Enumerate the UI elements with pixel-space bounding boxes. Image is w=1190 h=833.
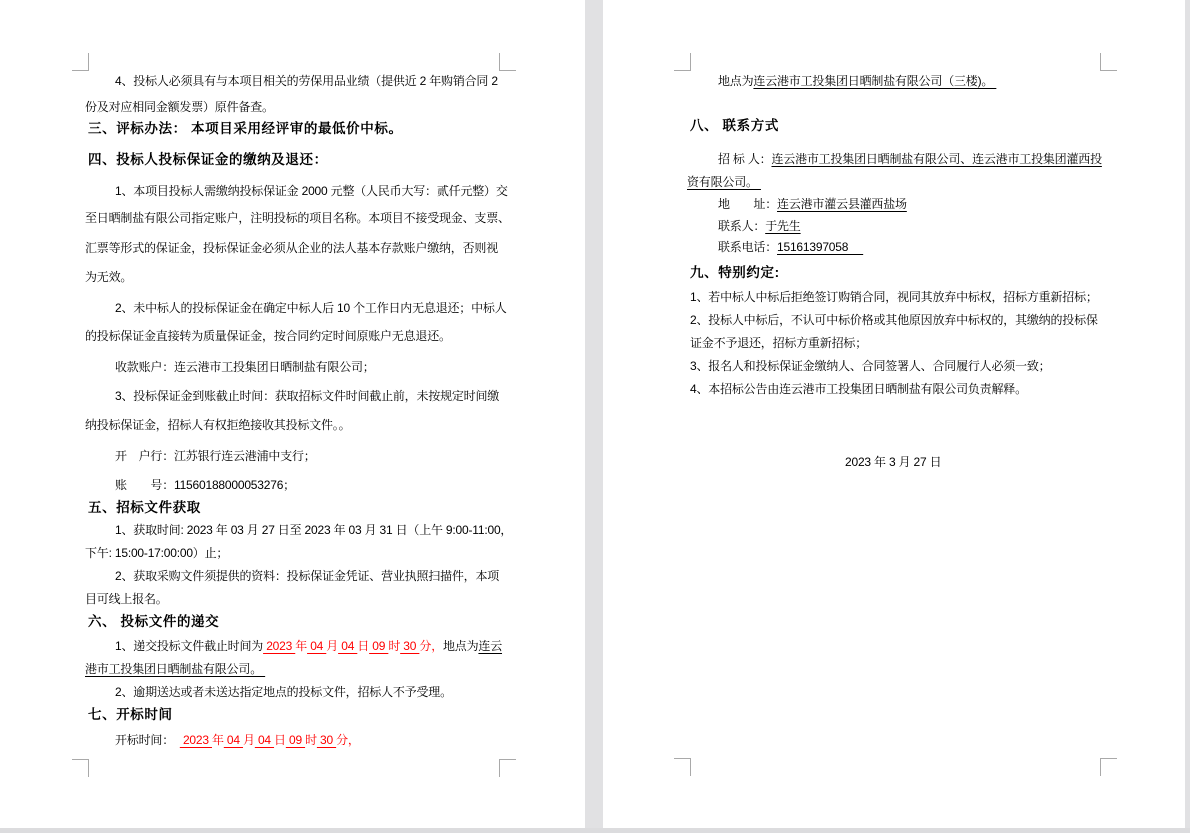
text-run: 4、本招标公告由连云港市工投集团日晒制盐有限公司负责解释。 — [690, 382, 1027, 396]
canvas-edge-bottom — [0, 828, 1190, 833]
text-run: 月 — [243, 733, 255, 747]
text-run: 至日晒制盐有限公司指定账户，注明投标的项目名称。本项目不接受现金、支票、 — [85, 211, 510, 225]
crop-mark-p2-bottom-left — [674, 758, 691, 776]
text-run: 年 — [211, 733, 224, 747]
text-run: 3、报名人和投标保证金缴纳人、合同签署人、合同履行人必须一致； — [690, 359, 1051, 373]
text-line[interactable] — [690, 265, 780, 280]
text-run: 2023 年 3 月 27 日 — [845, 455, 942, 469]
text-run: 30 — [400, 639, 420, 653]
text-line[interactable] — [85, 662, 265, 677]
text-line[interactable] — [85, 100, 274, 115]
text-run: 连云 — [478, 639, 503, 653]
text-run: 联系电话： — [718, 240, 778, 254]
text-run: 04 — [223, 733, 244, 747]
text-run: 04 — [307, 639, 327, 653]
text-run: 3、投标保证金到账截止时间：获取招标文件时间截止前，未按规定时间缴 — [115, 389, 500, 403]
text-line[interactable] — [88, 152, 328, 167]
crop-mark-p2-top-left — [674, 53, 691, 71]
text-run: 2、逾期送达或者未送达指定地点的投标文件，招标人不予受理。 — [115, 685, 452, 699]
text-line[interactable] — [85, 329, 451, 344]
text-line[interactable] — [85, 592, 168, 607]
text-line[interactable] — [690, 290, 1098, 305]
text-run: 港市工投集团日晒制盐有限公司。 — [85, 662, 266, 676]
text-line[interactable] — [115, 74, 498, 89]
text-run: 15161397058 — [777, 240, 864, 254]
text-run: 1、若中标人中标后拒绝签订购销合同，视同其放弃中标权，招标方重新招标； — [690, 290, 1098, 304]
text-run: 收款账户：连云港市工投集团日晒制盐有限公司； — [115, 360, 375, 374]
text-run: 04 — [338, 639, 358, 653]
text-line[interactable] — [88, 707, 173, 722]
text-line[interactable] — [115, 360, 375, 375]
text-run: 1、递交投标文件截止时间为 — [115, 639, 264, 653]
text-line[interactable] — [718, 74, 996, 89]
crop-mark-p2-top-right — [1100, 53, 1117, 71]
crop-mark-p1-top-right — [499, 53, 516, 71]
text-run: 日 — [357, 639, 370, 653]
text-run: 分 — [336, 733, 348, 747]
text-run: 下午: 15:00-17:00:00）止； — [85, 546, 229, 560]
text-run: 四、投标人投标保证金的缴纳及退还： — [88, 152, 328, 167]
text-run: 为无效。 — [85, 270, 133, 284]
text-run: 五、招标文件获取 — [88, 500, 201, 515]
text-run: 30 — [316, 733, 337, 747]
text-line[interactable] — [115, 569, 499, 584]
text-run: 份及对应相同金额发票）原件备查。 — [85, 100, 274, 114]
text-run: 纳投标保证金，招标人有权拒绝接收其投标文件。。 — [85, 418, 351, 432]
text-line[interactable] — [690, 118, 779, 133]
text-line[interactable] — [115, 184, 508, 199]
text-run: 三、评标办法： 本项目采用经评审的最低价中标。 — [88, 121, 403, 136]
text-run: 时 — [305, 733, 317, 747]
text-run: 地点为 — [443, 639, 479, 653]
text-run: 连云港市工投集团日晒制盐有限公司、连云港市工投集团灌西投 — [771, 152, 1102, 166]
text-run: 汇票等形式的保证金，投标保证金必须从企业的法人基本存款账户缴纳，否则视 — [85, 241, 499, 255]
page-gutter — [585, 0, 603, 828]
text-line[interactable] — [687, 175, 761, 190]
text-line[interactable] — [115, 685, 452, 700]
text-line[interactable] — [85, 211, 510, 226]
text-line[interactable] — [85, 241, 498, 256]
text-run: 连云港市工投集团日晒制盐有限公司（三楼)。 — [753, 74, 997, 88]
text-line[interactable] — [115, 639, 502, 654]
text-run: 六、 投标文件的递交 — [88, 614, 220, 629]
text-run: 开 户行：江苏银行连云港浦中支行； — [115, 449, 316, 463]
text-run: 八、 联系方式 — [690, 118, 779, 133]
text-run: ， — [431, 639, 443, 653]
text-run: 1、获取时间: 2023 年 03 月 27 日至 2023 年 03 月 31 日（上午 9:00-11:00， — [115, 523, 513, 537]
text-run: 于先生 — [765, 219, 801, 233]
text-line[interactable] — [718, 240, 863, 255]
text-line[interactable] — [718, 219, 801, 234]
text-line[interactable] — [85, 418, 350, 433]
text-run: 联系人： — [718, 219, 766, 233]
text-run: 九、特别约定: — [690, 265, 780, 280]
text-run: 2023 — [179, 733, 212, 747]
text-line[interactable] — [115, 389, 499, 404]
text-line[interactable] — [88, 500, 201, 515]
text-run: 04 — [254, 733, 275, 747]
crop-mark-p1-top-left — [72, 53, 89, 71]
text-run: 目可线上报名。 — [85, 592, 168, 606]
canvas-edge-right — [1185, 0, 1190, 833]
text-run: 09 — [285, 733, 306, 747]
text-run: 月 — [326, 639, 339, 653]
text-line[interactable] — [88, 614, 219, 629]
text-run: 1、本项目投标人需缴纳投标保证金 2000 元整（人民币大写：贰仟元整）交 — [115, 184, 508, 198]
text-line[interactable] — [115, 733, 360, 748]
text-run: 分 — [419, 639, 432, 653]
crop-mark-p2-bottom-right — [1100, 758, 1117, 776]
text-line[interactable] — [845, 455, 941, 470]
text-run: 09 — [369, 639, 389, 653]
text-line[interactable] — [718, 152, 1102, 167]
text-run: 连云港市灌云县灌西盐场 — [777, 197, 907, 211]
text-run: 2、未中标人的投标保证金在确定中标人后 10 个工作日内无息退还；中标人 — [115, 301, 507, 315]
text-run: 2、获取采购文件须提供的资料：投标保证金凭证、营业执照扫描件，本项 — [115, 569, 500, 583]
text-line[interactable] — [718, 197, 907, 212]
text-run: 时 — [388, 639, 401, 653]
text-line[interactable] — [85, 546, 228, 561]
text-run: 日 — [274, 733, 286, 747]
text-run: 的投标保证金直接转为质量保证金，按合同约定时间原账户无息退还。 — [85, 329, 451, 343]
text-line[interactable] — [115, 478, 295, 493]
text-run: 开标时间： — [115, 733, 180, 747]
crop-mark-p1-bottom-left — [72, 759, 89, 777]
text-run: 七、开标时间 — [88, 707, 173, 722]
text-run: 证金不予退还，招标方重新招标； — [690, 336, 868, 350]
text-run: ， — [347, 733, 360, 747]
text-line[interactable] — [115, 449, 316, 464]
text-line[interactable] — [115, 301, 507, 316]
text-line[interactable] — [690, 313, 1098, 328]
crop-mark-p1-bottom-right — [499, 759, 516, 777]
text-run: 地 址： — [718, 197, 778, 211]
text-run: 资有限公司。 — [687, 175, 761, 189]
text-run: 账 号：11560188000053276； — [115, 478, 295, 492]
text-run: 4、投标人必须具有与本项目相关的劳保用品业绩（提供近 2 年购销合同 2 — [115, 74, 498, 88]
text-run: 招 标 人： — [718, 152, 772, 166]
text-run: 年 — [295, 639, 308, 653]
text-line[interactable] — [115, 523, 512, 538]
text-run: 2023 — [263, 639, 296, 653]
text-run: 地点为 — [718, 74, 754, 88]
text-line[interactable] — [88, 121, 403, 136]
text-line[interactable] — [690, 382, 1027, 397]
text-run: 2、投标人中标后，不认可中标价格或其他原因放弃中标权的，其缴纳的投标保 — [690, 313, 1098, 327]
text-line[interactable] — [690, 336, 867, 351]
text-line[interactable] — [85, 270, 132, 285]
text-line[interactable] — [690, 359, 1050, 374]
